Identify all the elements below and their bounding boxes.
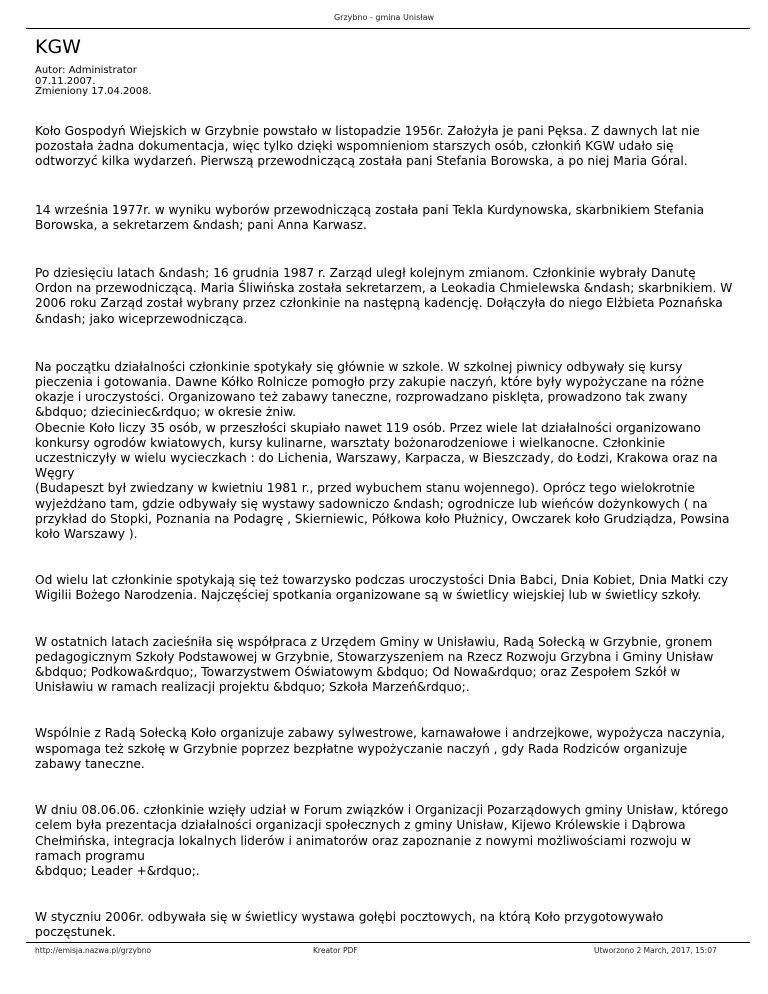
paragraph-6: (Budapeszt był zwiedzany w kwietniu 1981 r., przed wybuchem stanu wojennego). Oprócz tego wielokrotnie wyjeżdżano tam, gdzie odbywały się wystawy sadowniczo &ndash; ogrodnicze lub wieńców dożynkowych ( na przykład do Stopki, Poznania na Podagrę , Skierniewic, Półkowa koło Płużnicy, Owczarek koło Grudziądza, Powsina koło Warszawy ). <box>35 481 730 542</box>
page-header: Grzybno - gmina Unisław <box>333 13 435 22</box>
paragraph-9: Wspólnie z Radą Sołecką Koło organizuje zabawy sylwestrowe, karnawałowe i andrzejkowe, wypożycza naczynia, wspomaga też szkołę w Grzybnie poprzez bezpłatne wypożyczanie naczyń , gdy Rada Rodziców organizuje zabawy taneczne. <box>35 726 726 771</box>
article-body <box>35 124 735 941</box>
footer-generator: Kreator PDF <box>313 946 358 955</box>
paragraph-8: W ostatnich latach zacieśniła się współpraca z Urzędem Gminy w Unisławiu, Radą Sołecką w Grzybnie, gronem pedagogicznym Szkoły Podstawowej w Grzybnie, Stowarzyszeniem na Rzecz Rozwoju Grzybna i Gminy Unisław &bdquo; Podkowa&rdquo;, Towarzystwem Oświatowym &bdquo; Od Nowa&rdquo; oraz Zespołem Szkół w Unisławiu w ramach realizacji projektu &bdquo; Szkoła Marzeń&rdquo;. <box>35 634 714 695</box>
paragraph-1: Koło Gospodyń Wiejskich w Grzybnie powstało w listopadzie 1956r. Założyła je pani Pęksa. Z dawnych lat nie pozostała żadna dokumentacja, więc tylko dzięki wspomnieniom starszych osób, członkiń KGW udało się odtworzyć kilka wydarzeń. Pierwszą przewodniczącą została pani Stefania Borowska, a po niej Maria Góral. <box>35 124 700 169</box>
paragraph-4: Na początku działalności członkinie spotykały się głównie w szkole. W szkolnej piwnicy odbywały się kursy pieczenia i gotowania. Dawne Kółko Rolnicze pomogło przy zakupie naczyń, które były wypożyczane na różne okazje i uroczystości. Organizowano też zabawy taneczne, rozprowadzano pisklęta, prowadzono tak zwany &bdquo; dzieciniec&rdquo; w okresie żniw. <box>35 359 705 420</box>
paragraph-12: W styczniu 2006r. odbywała się w świetlicy wystawa gołębi pocztowych, na którą Koło przygotowywało poczęstunek. <box>35 910 664 940</box>
modified-date: Zmieniony 17.04.2008. <box>35 86 152 97</box>
paragraph-5: Obecnie Koło liczy 35 osób, w przeszłości skupiało nawet 119 osób. Przez wiele lat działalności organizowano konkursy ogrodów kwiatowych, kursy kulinarne, warsztaty bożonarodzeniowe i wielkanocne. Członkinie uczestniczyły w wielu wycieczkach : do Lichenia, Warszawy, Karpacza, w Bieszczady, do Łodzi, Krakowa oraz na Węgry <box>35 420 718 481</box>
footer-url: http://emisja.nazwa.pl/grzybno <box>35 946 152 955</box>
paragraph-7: Od wielu lat członkinie spotykają się też towarzysko podczas uroczystości Dnia Babci, Dnia Kobiet, Dnia Matki czy Wigilii Bożego Narodzenia. Najczęściej spotkania organizowane są w świetlicy wiejskiej lub w świetlicy szkoły. <box>35 573 729 603</box>
author-line: Autor: Administrator <box>35 65 137 76</box>
paragraph-2: 14 września 1977r. w wyniku wyborów przewodniczącą została pani Tekla Kurdynowska, skarbnikiem Stefania Borowska, a sekretarzem &ndash; pani Anna Karwasz. <box>35 202 705 232</box>
footer-divider <box>26 942 750 943</box>
paragraph-11: &bdquo; Leader +&rdquo;. <box>35 863 200 878</box>
paragraph-3: Po dziesięciu latach &ndash; 16 grudnia 1987 r. Zarząd uległ kolejnym zmianom. Członkinie wybrały Danutę Ordon na przewodniczącą. Maria Śliwińska została sekretarzem, a Leokadia Chmielewska &ndash; skarbnikiem. W 2006 roku Zarząd został wybrany przez członkinie na następną kadencję. Dołączyła do niego Elżbieta Poznańska &ndash; jako wiceprzewodnicząca. <box>35 266 733 326</box>
header-divider <box>26 28 750 29</box>
paragraph-10: W dniu 08.06.06. członkinie wzięły udział w Forum związków i Organizacji Pozarządowych gminy Unisław, którego celem była prezentacja działalności organizacji społecznych z gminy Unisław, Kijewo Królewskie i Dąbrowa Chełmińska, integracja lokalnych liderów i animatorów oraz zapoznanie z nowymi możliwościami rozwoju w ramach programu <box>35 803 729 863</box>
footer-created: Utworzono 2 March, 2017, 15:07 <box>594 946 717 955</box>
article-title: KGW <box>35 36 81 58</box>
created-date: 07.11.2007. <box>35 75 96 87</box>
article-meta <box>35 66 152 98</box>
